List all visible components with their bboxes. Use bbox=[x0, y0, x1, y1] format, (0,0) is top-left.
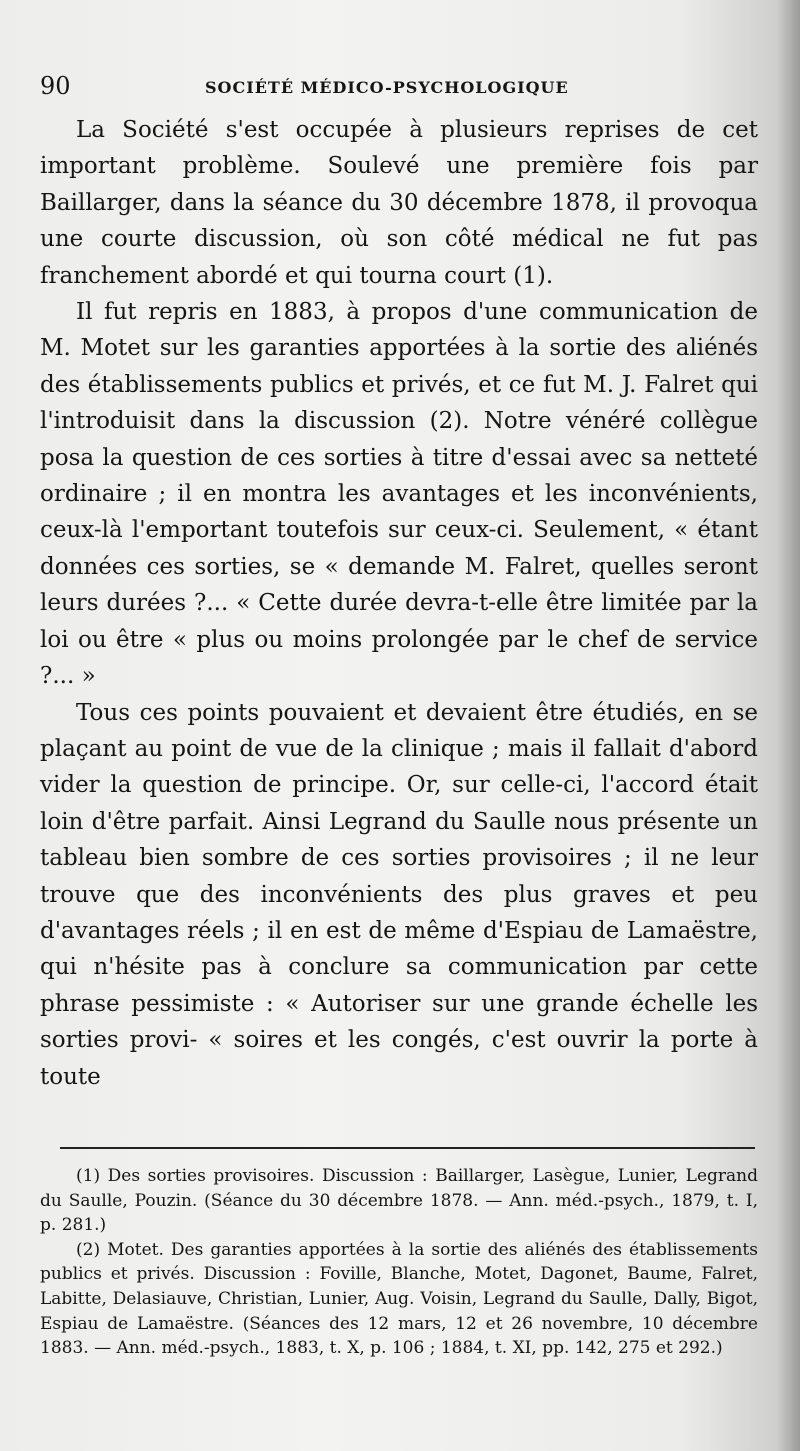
main-text bbox=[40, 112, 758, 1095]
paragraph: Tous ces points pouvaient et devaient être étudiés, en se plaçant au point de vue de la clinique ; mais il fallait d'abord vider la question de principe. Or, sur celle-ci, l'accord était loin d'être parfait. Ainsi Legrand du Saulle nous présente un tableau bien sombre de ces sorties provisoires ; il ne leur trouve que des inconvénients des plus graves et peu d'avantages réels ; il en est de même d'Espiau de Lamaëstre, qui n'hésite pas à conclure sa communication par cette phrase pessimiste : « Autoriser sur une grande échelle les sorties provi- « soires et les congés, c'est ouvrir la porte à toute bbox=[40, 699, 758, 1090]
running-head: SOCIÉTÉ MÉDICO-PSYCHOLOGIQUE bbox=[205, 78, 569, 97]
paragraph: Il fut repris en 1883, à propos d'une communication de M. Motet sur les garanties apportées à la sortie des aliénés des établissements publics et privés, et ce fut M. J. Falret qui l'introduisit dans la discussion (2). Notre vénéré collègue posa la question de ces sorties à titre d'essai avec sa netteté ordinaire ; il en montra les avantages et les inconvénients, ceux-là l'emportant toutefois sur ceux-ci. Seulement, « étant données ces sorties, se « demande M. Falret, quelles seront leurs durées ?... « Cette durée devra-t-elle être limitée par la loi ou être « plus ou moins prolongée par le chef de service ?... » bbox=[40, 299, 758, 690]
footnote-rule bbox=[60, 1147, 755, 1149]
page-number: 90 bbox=[40, 72, 71, 100]
paragraph: La Société s'est occupée à plusieurs reprises de cet important problème. Soulevé une première fois par Baillarger, dans la séance du 30 décembre 1878, il provoqua une courte discussion, où son côté médical ne fut pas franchement abordé et qui tourna court (1). bbox=[40, 117, 758, 289]
footnotes bbox=[40, 1164, 758, 1361]
page-header bbox=[40, 72, 760, 106]
footnote: (2) Motet. Des garanties apportées à la sortie des aliénés des établissements publics et privés. Discussion : Foville, Blanche, Motet, Dagonet, Baume, Falret, Labitte, Delasiauve, Christian, Lunier, Aug. Voisin, Legrand du Saulle, Dally, Bigot, Espiau de Lamaëstre. (Séances des 12 mars, 12 et 26 novembre, 10 décembre 1883. — Ann. méd.-psych., 1883, t. X, p. 106 ; 1884, t. XI, pp. 142, 275 et 292.) bbox=[40, 1239, 758, 1359]
footnote: (1) Des sorties provisoires. Discussion : Baillarger, Lasègue, Lunier, Legrand du Saulle, Pouzin. (Séance du 30 décembre 1878. — Ann. méd.-psych., 1879, t. I, p. 281.) bbox=[40, 1166, 758, 1236]
